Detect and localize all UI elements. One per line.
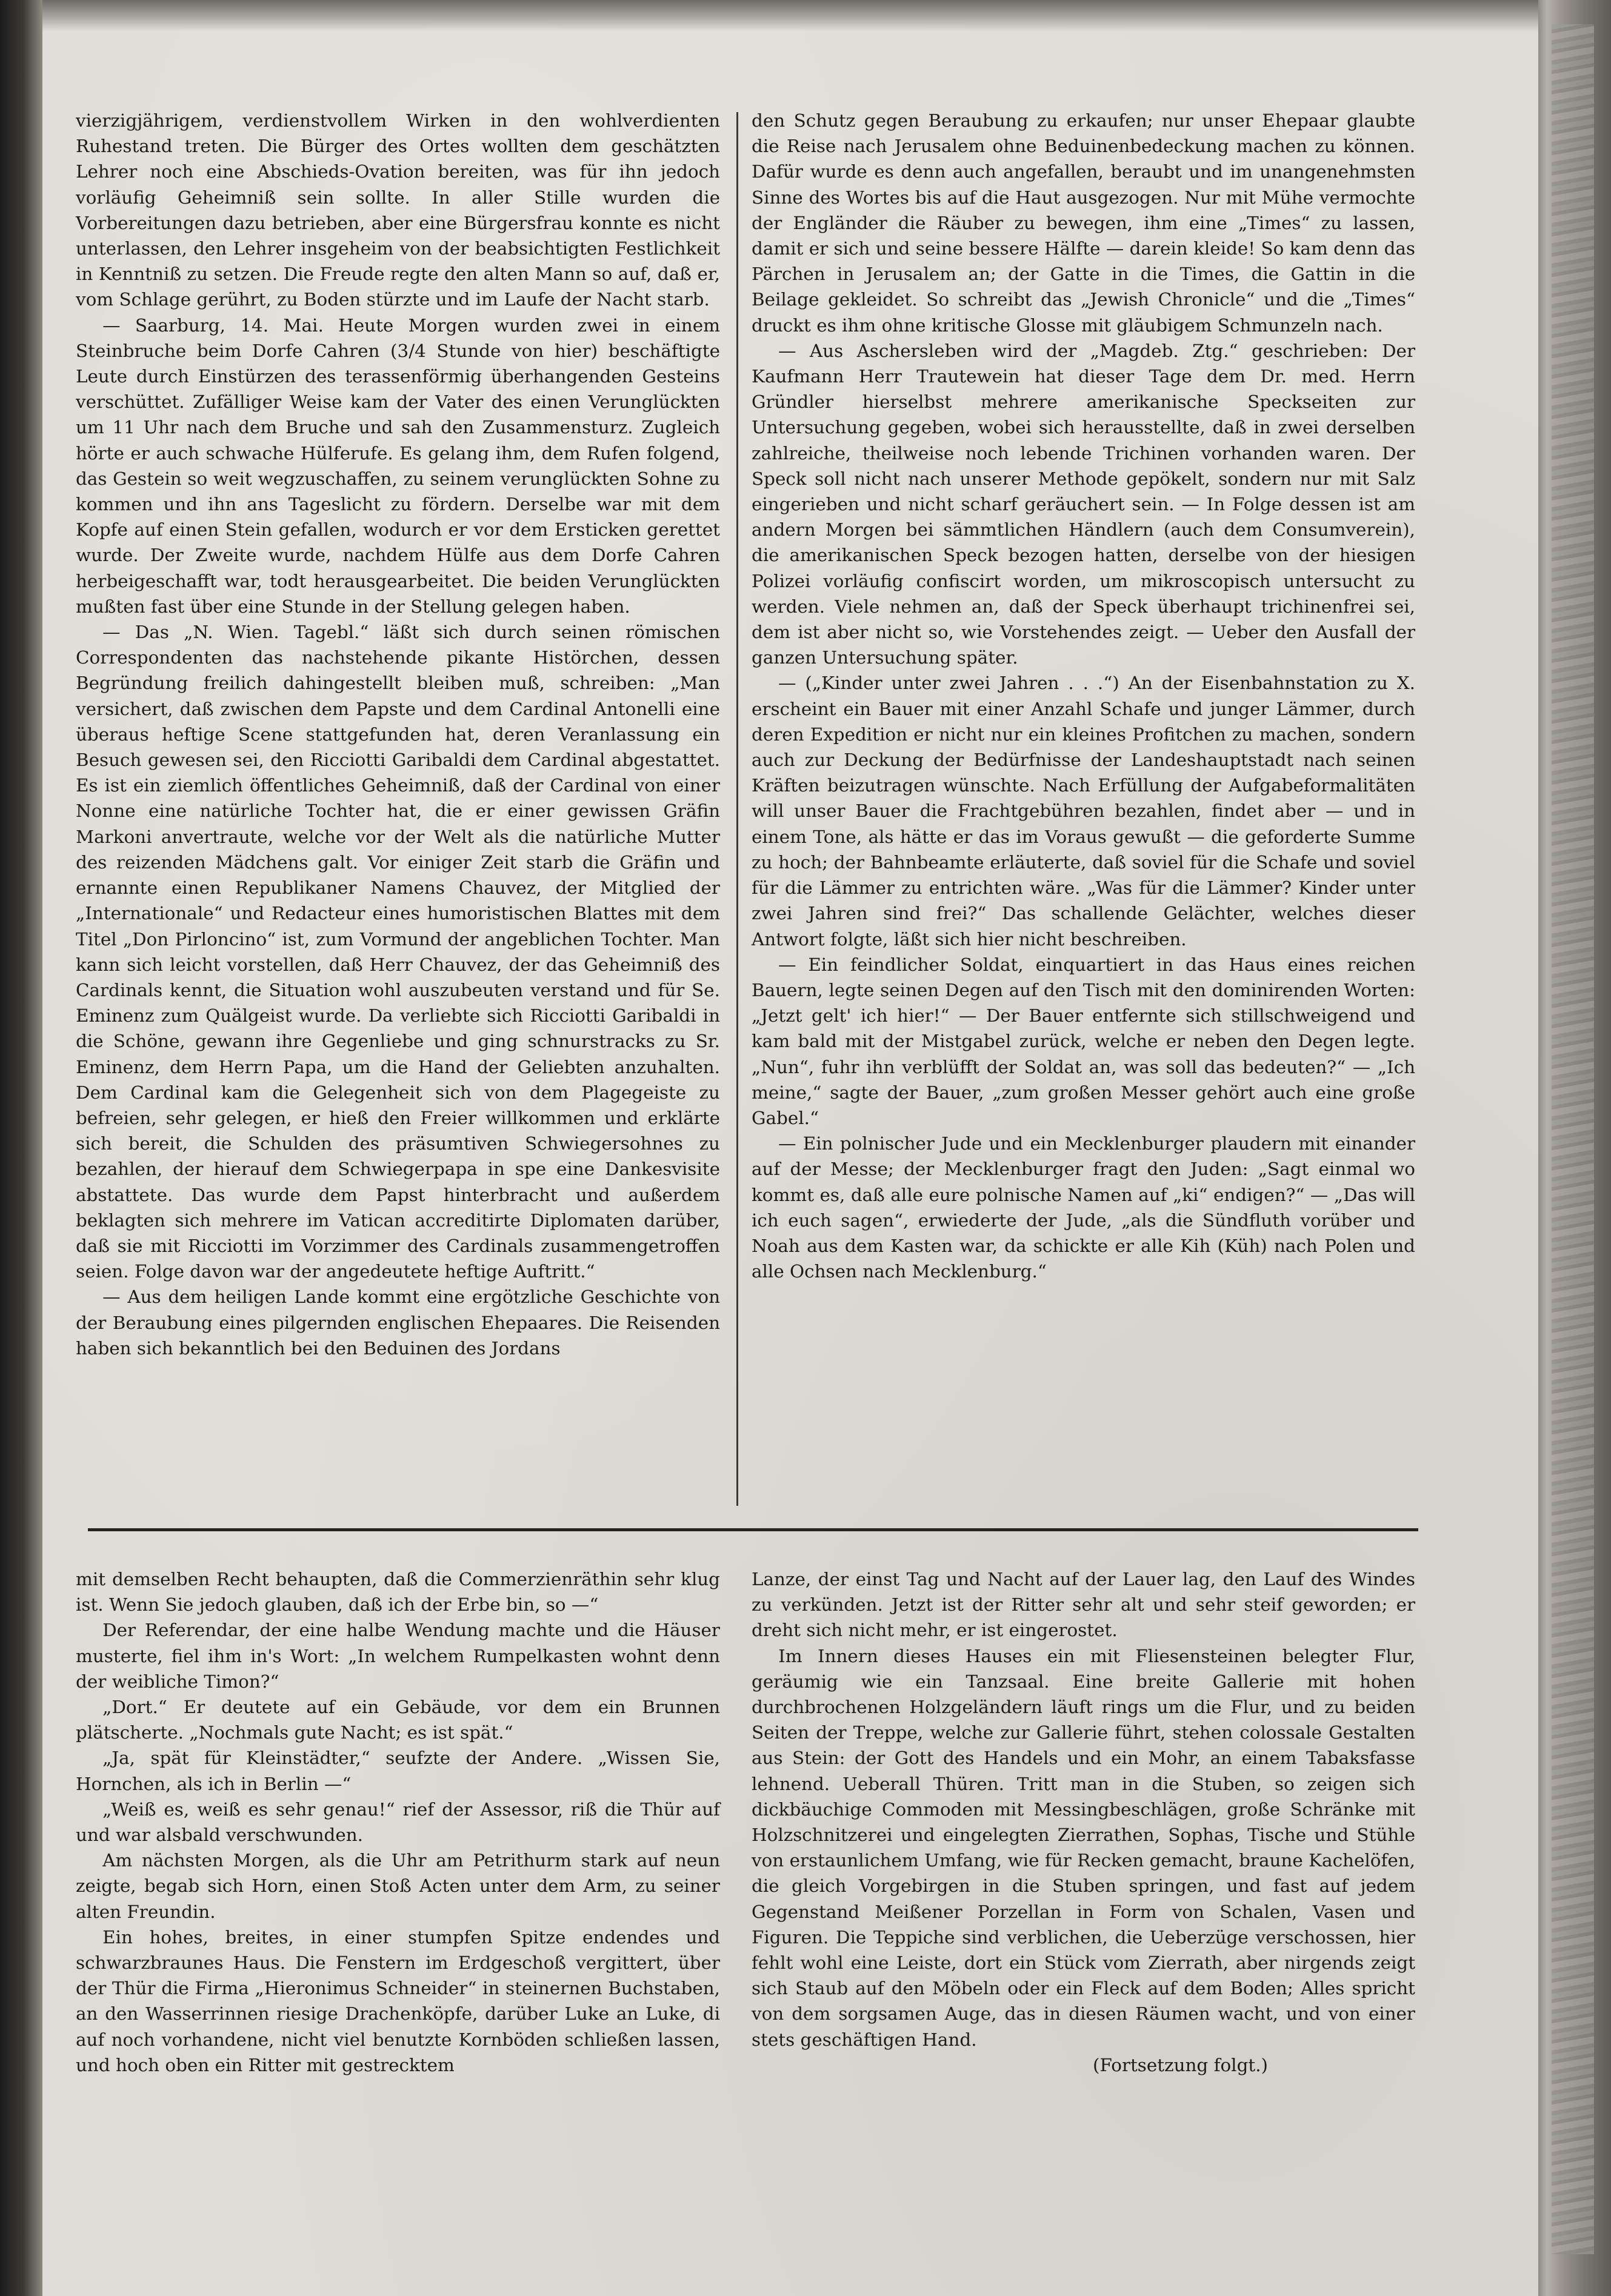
paragraph: — Ein polnischer Jude und ein Mecklenburger plaudern mit einander auf der Messe; der Mecklenburger fragt den Juden: „Sagt einmal wo kommt es, daß alle eure polnische Namen auf „ki“ endigen?“ — „Das will ich euch sagen“, erwiederte der Jude, „als die Sündfluth vorüber und Noah aus dem Kasten war, da schickte er alle Kih (Küh) nach Polen und alle Ochsen nach Mecklenburg.“: [752, 1133, 1415, 1282]
paragraph: — Aus dem heiligen Lande kommt eine ergötzliche Geschichte von der Beraubung eines pilgernden englischen Ehepaares. Die Reisenden haben sich bekanntlich bei den Beduinen des Jordans: [76, 1286, 720, 1359]
news-column-left: [76, 108, 720, 1361]
news-column-right: [752, 108, 1415, 1284]
paragraph: — Das „N. Wien. Tagebl.“ läßt sich durch seinen römischen Correspondenten das nachstehende pikante Histörchen, dessen Begründung freilich dahingestellt bleiben muß, schreiben: „Man versichert, daß zwischen dem Papste und dem Cardinal Antonelli eine überaus heftige Scene stattgefunden hat, deren Veranlassung ein Besuch gewesen sei, den Ricciotti Garibaldi dem Cardinal abgestattet. Es ist ein ziemlich öffentliches Geheimniß, daß der Cardinal von einer Nonne eine natürliche Tochter hat, die er einer gewissen Gräfin Markoni anvertraute, welche vor der Welt als die natürliche Mutter des reizenden Mädchens galt. Vor einiger Zeit starb die Gräfin und ernannte einen Republikaner Namens Chauvez, der Mitglied der „Internationale“ und Redacteur eines humoristischen Blattes mit dem Titel „Don Pirloncino“ ist, zum Vormund der angeblichen Tochter. Man kann sich leicht vorstellen, daß Herr Chauvez, der das Geheimniß des Cardinals kennt, die Situation wohl auszubeuten verstand und für Se. Eminenz zum Quälgeist wurde. Da verliebte sich Ricciotti Garibaldi in die Schöne, gewann ihre Gegenliebe und ging schnurstracks zu Sr. Eminenz, dem Herrn Papa, um die Hand der Geliebten anzuhalten. Dem Cardinal kam die Gelegenheit sich von dem Plagegeiste zu befreien, sehr gelegen, er hieß den Freier willkommen und erklärte sich bereit, die Schulden des präsumtiven Schwiegersohnes zu bezahlen, der hierauf dem Schwiegerpapa in spe eine Dankesvisite abstattete. Das wurde dem Papst hinterbracht und außerdem beklagten sich mehrere im Vatican accreditirte Diplomaten darüber, daß sie mit Ricciotti im Vorzimmer des Cardinals zusammengetroffen seien. Folge davon war der angedeutete heftige Auftritt.“: [76, 622, 720, 1282]
paragraph: — Ein feindlicher Soldat, einquartiert in das Haus eines reichen Bauern, legte seinen Degen auf den Tisch mit den dominirenden Worten: „Jetzt gelt' ich hier!“ — Der Bauer entfernte sich stillschweigend und kam bald mit der Mistgabel zurück, welche er neben den Degen legte. „Nun“, fuhr ihn verblüfft der Soldat an, was soll das bedeuten?“ — „Ich meine,“ sagte der Bauer, „zum großen Messer gehört auch eine große Gabel.“: [752, 954, 1415, 1128]
marbled-edge: [1552, 24, 1594, 2254]
column-divider: [736, 112, 738, 1506]
paragraph: Der Referendar, der eine halbe Wendung machte und die Häuser musterte, fiel ihm in's Wort: „In welchem Rumpelkasten wohnt denn der weibliche Timon?“: [76, 1620, 720, 1692]
feuilleton-column-right: [752, 1566, 1415, 2078]
paragraph: den Schutz gegen Beraubung zu erkaufen; nur unser Ehepaar glaubte die Reise nach Jerusalem ohne Beduinenbedeckung machen zu können. Dafür wurde es denn auch angefallen, beraubt und im unangenehmsten Sinne des Wortes bis auf die Haut ausgezogen. Nur mit Mühe vermochte der Engländer die Räuber zu bewegen, ihm eine „Times“ zu lassen, damit er sich und seine bessere Hälfte — darein kleide! So kam denn das Pärchen in Jerusalem an; der Gatte in die Times, die Gattin in die Beilage gekleidet. So schreibt das „Jewish Chronicle“ und die „Times“ druckt es ihm ohne kritische Glosse mit gläubigem Schmunzeln nach.: [752, 110, 1415, 336]
paragraph: Lanze, der einst Tag und Nacht auf der Lauer lag, den Lauf des Windes zu verkünden. Jetzt ist der Ritter sehr alt und sehr steif geworden; er dreht sich nicht mehr, er ist eingerostet.: [752, 1569, 1415, 1641]
book-gutter: [0, 0, 42, 2296]
paragraph: Ein hohes, breites, in einer stumpfen Spitze endendes und schwarzbraunes Haus. Die Fenstern im Erdgeschoß vergittert, über der Thür die Firma „Hieronimus Schneider“ in steinernen Buchstaben, an den Wasserrinnen riesige Drachenköpfe, darüber Luke an Luke, di auf noch vorhandene, nicht viel benutzte Kornböden schließen lassen, und hoch oben ein Ritter mit gestrecktem: [76, 1926, 720, 2075]
paragraph: „Weiß es, weiß es sehr genau!“ rief der Assessor, riß die Thür auf und war alsbald verschwunden.: [76, 1799, 720, 1846]
paragraph: Am nächsten Morgen, als die Uhr am Petrithurm stark auf neun zeigte, begab sich Horn, einen Stoß Acten unter dem Arm, zu seiner alten Freundin.: [76, 1850, 720, 1922]
paragraph: „Ja, spät für Kleinstädter,“ seufzte der Andere. „Wissen Sie, Hornchen, als ich in Berlin —“: [76, 1748, 720, 1794]
paragraph: mit demselben Recht behaupten, daß die Commerzienräthin sehr klug ist. Wenn Sie jedoch glauben, daß ich der Erbe bin, so —“: [76, 1569, 720, 1616]
paragraph: — Saarburg, 14. Mai. Heute Morgen wurden zwei in einem Steinbruche beim Dorfe Cahren (3/4 Stunde von hier) beschäftigte Leute durch Einstürzen des terassenförmig überhangenden Gesteins verschüttet. Zufälliger Weise kam der Vater des einen Verunglückten um 11 Uhr nach dem Bruche und sah den Zusammensturz. Zugleich hörte er auch schwache Hülferufe. Es gelang ihm, dem Rufen folgend, das Gestein so weit wegzuschaffen, zu seinem verunglückten Sohne zu kommen und ihn ans Tageslicht zu fördern. Derselbe war mit dem Kopfe auf einen Stein gefallen, wodurch er vor dem Ersticken gerettet wurde. Der Zweite wurde, nachdem Hülfe aus dem Dorfe Cahren herbeigeschafft war, todt herausgearbeitet. Die beiden Verunglückten mußten fast über eine Stunde in der Stellung gelegen haben.: [76, 314, 720, 617]
book-cover-edge: [1538, 0, 1611, 2296]
section-divider: [88, 1528, 1418, 1531]
continuation-note: (Fortsetzung folgt.): [1093, 2054, 1268, 2075]
feuilleton-column-left: [76, 1566, 720, 2078]
paragraph: „Dort.“ Er deutete auf ein Gebäude, vor dem ein Brunnen plätscherte. „Nochmals gute Nacht; es ist spät.“: [76, 1697, 720, 1743]
page-top-shadow: [42, 0, 1538, 32]
paragraph: — („Kinder unter zwei Jahren . . .“) An der Eisenbahnstation zu X. erscheint ein Bauer mit einer Anzahl Schafe und junger Lämmer, durch deren Expedition er nicht nur ein kleines Profitchen zu machen, sondern auch zur Deckung der Bedürfnisse der Landeshauptstadt nach seinen Kräften beizutragen wünschte. Nach Erfüllung der Aufgabeformalitäten will unser Bauer die Frachtgebühren bezahlen, findet aber — und in einem Tone, als hätte er das im Voraus gewußt — die geforderte Summe zu hoch; der Bahnbeamte erläuterte, daß soviel für die Schafe und soviel für die Lämmer zu entrichten wäre. „Was für die Lämmer? Kinder unter zwei Jahren sind frei?“ Das schallende Gelächter, welches dieser Antwort folgte, läßt sich hier nicht beschreiben.: [752, 673, 1415, 950]
paragraph: Im Innern dieses Hauses ein mit Fliesensteinen belegter Flur, geräumig wie ein Tanzsaal. Eine breite Gallerie mit hohen durchbrochenen Holzgeländern läuft rings um die Flur, und zu beiden Seiten der Treppe, welche zur Gallerie führt, stehen colossale Gestalten aus Stein: der Gott des Handels und ein Mohr, an einem Tabaksfasse lehnend. Ueberall Thüren. Tritt man in die Stuben, so zeigen sich dickbäuchige Commoden mit Messingbeschlägen, große Schränke mit Holzschnitzerei und eingelegten Zierrathen, Sophas, Tische und Stühle von erstaunlichem Umfang, wie für Recken gemacht, braune Kachelöfen, die gleich Vorgebirgen in die Stuben springen, und fast auf jedem Gegenstand Meißener Porzellan in Form von Schalen, Vasen und Figuren. Die Teppiche sind verblichen, die Ueberzüge verschossen, hier fehlt wohl eine Leiste, dort ein Stück vom Zierrath, aber nirgends zeigt sich Staub auf den Möbeln oder ein Fleck auf dem Boden; Alles spricht von dem sorgsamen Auge, das in diesen Räumen wacht, und von einer stets geschäftigen Hand.: [752, 1645, 1415, 2050]
paragraph: vierzigjährigem, verdienstvollem Wirken in den wohlverdienten Ruhestand treten. Die Bürger des Ortes wollten dem geschätzten Lehrer noch eine Abschieds-Ovation bereiten, was für ihn jedoch vorläufig Geheimniß sein sollte. In aller Stille wurden die Vorbereitungen dazu betrieben, aber eine Bürgersfrau konnte es nicht unterlassen, den Lehrer insgeheim von der beabsichtigten Festlichkeit in Kenntniß zu setzen. Die Freude regte den alten Mann so auf, daß er, vom Schlage gerührt, zu Boden stürzte und im Laufe der Nacht starb.: [76, 110, 720, 310]
paragraph: — Aus Aschersleben wird der „Magdeb. Ztg.“ geschrieben: Der Kaufmann Herr Trautewein hat dieser Tage dem Dr. med. Herrn Gründler hierselbst mehrere amerikanische Speckseiten zur Untersuchung gegeben, wobei sich herausstellte, daß in zwei derselben zahlreiche, theilweise noch lebende Trichinen vorhanden waren. Der Speck soll nicht nach unserer Methode gepökelt, sondern nur mit Salz eingerieben und nicht scharf geräuchert sein. — In Folge dessen ist am andern Morgen bei sämmtlichen Händlern (auch dem Consumverein), die amerikanischen Speck bezogen hatten, derselbe von der hiesigen Polizei vorläufig confiscirt worden, um mikroscopisch untersucht zu werden. Viele nehmen an, daß der Speck überhaupt trichinenfrei sei, dem ist aber nicht so, wie Vorstehendes zeigt. — Ueber den Ausfall der ganzen Untersuchung später.: [752, 340, 1415, 668]
